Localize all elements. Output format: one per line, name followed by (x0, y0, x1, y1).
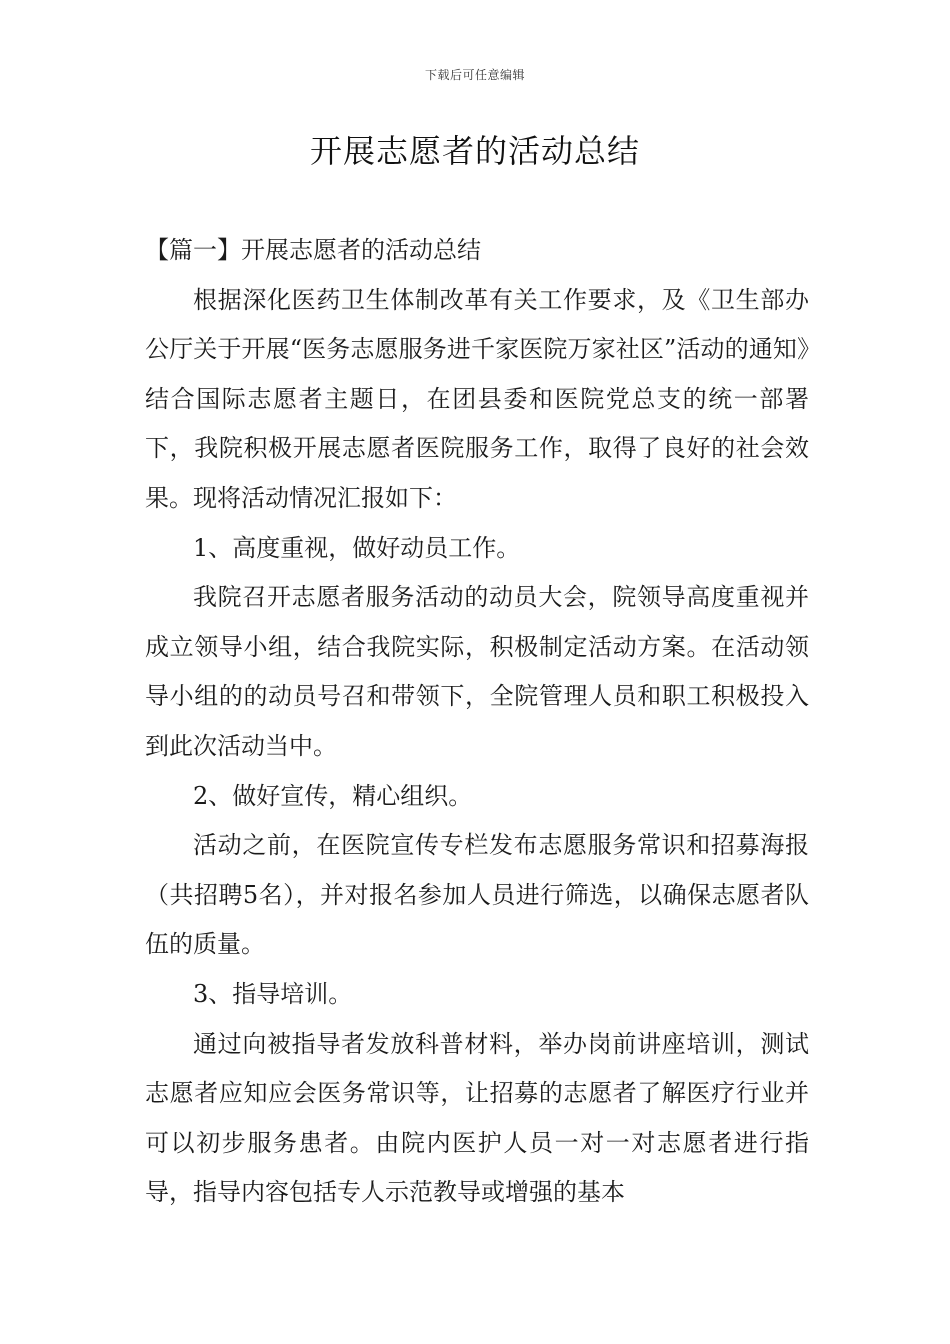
list-heading: 1、高度重视，做好动员工作。 (193, 533, 521, 562)
section-heading: 【篇一】开展志愿者的活动总结 (145, 236, 481, 264)
document-body (145, 226, 809, 1218)
document-title: 开展志愿者的活动总结 (309, 132, 640, 170)
body-paragraph: 活动之前，在医院宣传专栏发布志愿服务常识和招募海报（共招聘5名），并对报名参加人员进行筛选，以确保志愿者队伍的质量。 (145, 831, 809, 959)
list-heading: 2、做好宣传，精心组织。 (193, 781, 473, 810)
body-paragraph: 根据深化医药卫生体制改革有关工作要求，及《卫生部办公厅关于开展“医务志愿服务进千家医院万家社区”活动的通知》结合国际志愿者主题日，在团县委和医院党总支的统一部署下，我院积极开展志愿者医院服务工作，取得了良好的社会效果。现将活动情况汇报如下： (145, 285, 809, 512)
list-heading: 3、指导培训。 (193, 979, 353, 1008)
body-paragraph: 通过向被指导者发放科普材料，举办岗前讲座培训，测试志愿者应知应会医务常识等，让招募的志愿者了解医疗行业并可以初步服务患者。由院内医护人员一对一对志愿者进行指导，指导内容包括专人示范教导或增强的基本 (145, 1029, 809, 1207)
header-note: 下载后可任意编辑 (424, 68, 525, 82)
body-paragraph: 我院召开志愿者服务活动的动员大会，院领导高度重视并成立领导小组，结合我院实际，积极制定活动方案。在活动领导小组的的动员号召和带领下，全院管理人员和职工积极投入到此次活动当中。 (145, 583, 809, 760)
